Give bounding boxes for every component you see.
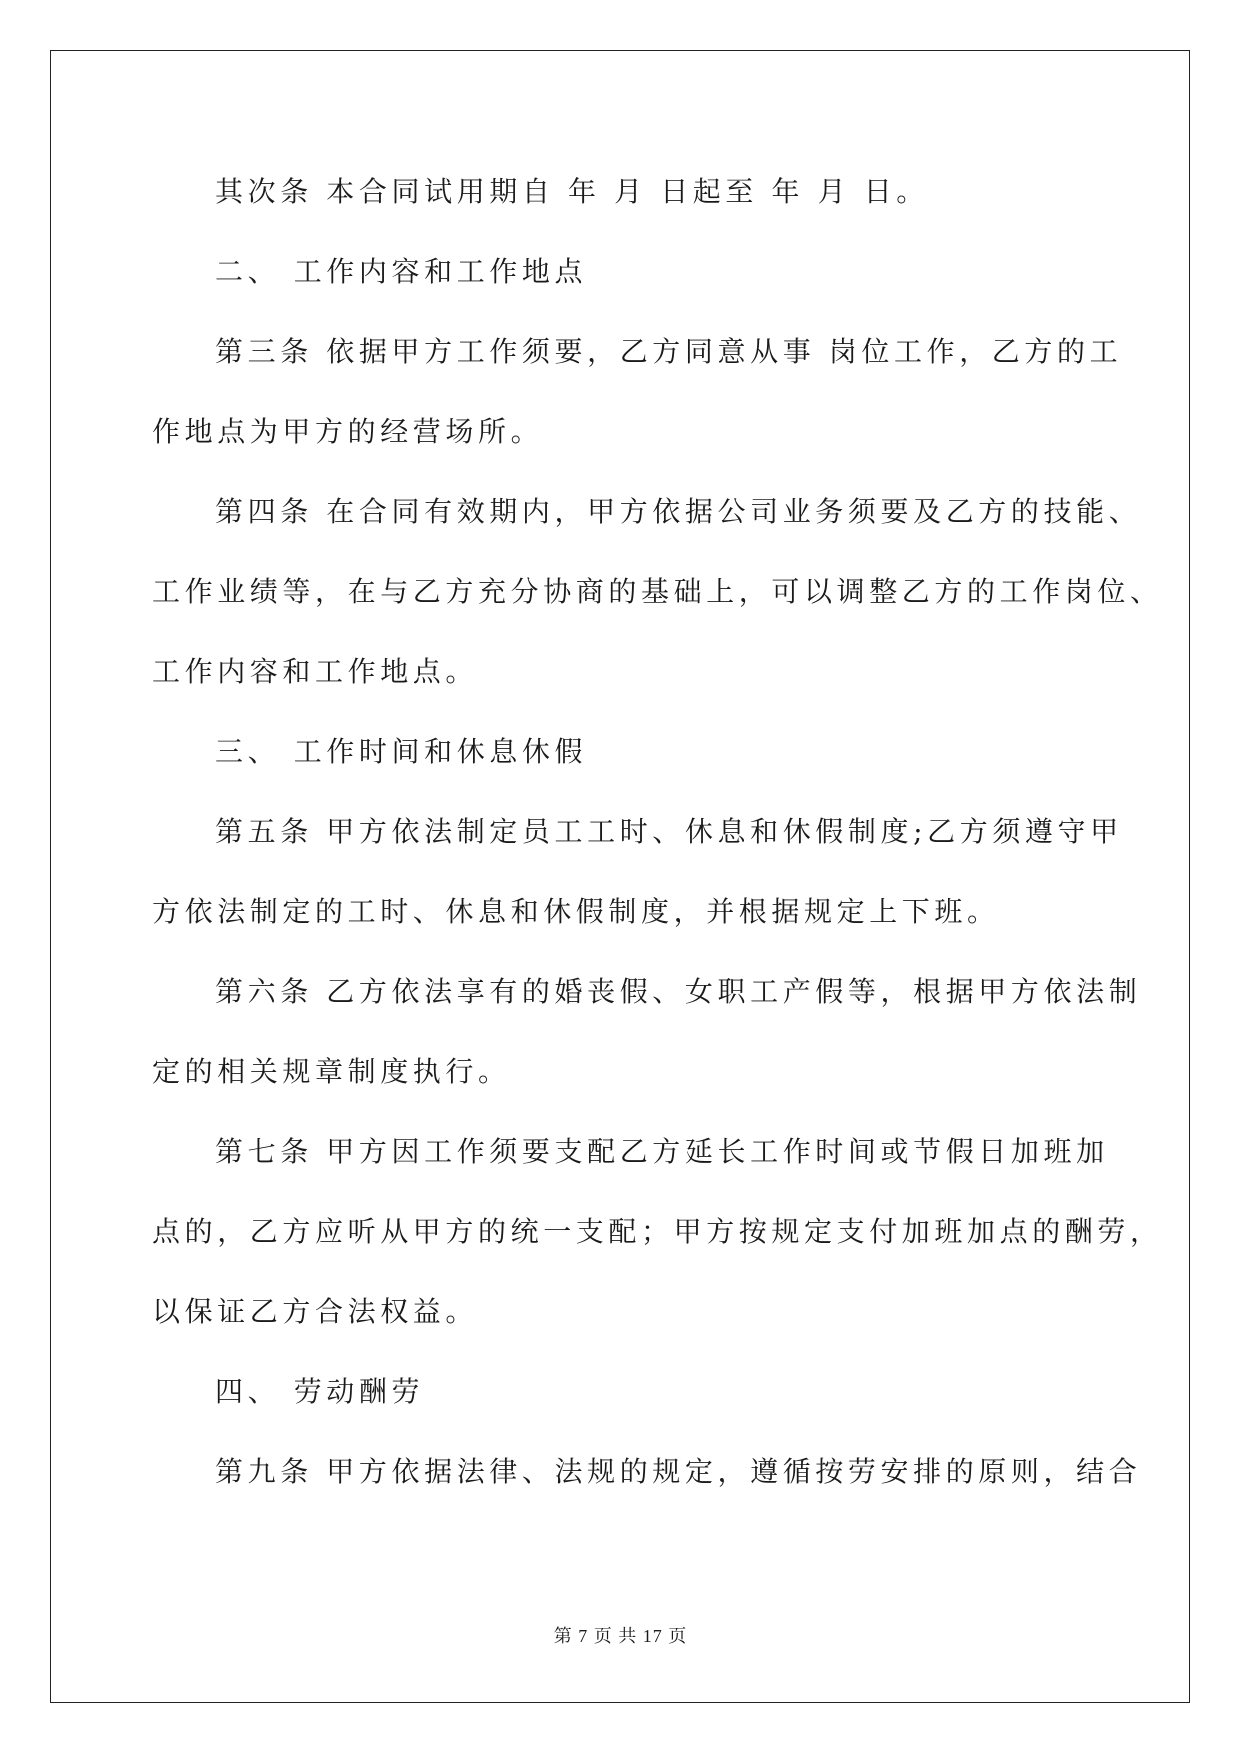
paragraph-line: 以保证乙方合法权益。 bbox=[152, 1295, 479, 1328]
paragraph-line: 点的，乙方应听从甲方的统一支配；甲方按规定支付加班加点的酬劳， bbox=[152, 1215, 1163, 1248]
paragraph-line: 其次条 本合同试用期自 年 月 日起至 年 月 日。 bbox=[215, 175, 929, 208]
paragraph-line: 作地点为甲方的经营场所。 bbox=[152, 415, 544, 448]
paragraph-line: 第六条 乙方依法享有的婚丧假、女职工产假等，根据甲方依法制 bbox=[215, 975, 1142, 1008]
paragraph-line: 工作内容和工作地点。 bbox=[152, 655, 479, 688]
paragraph-line: 第七条 甲方因工作须要支配乙方延长工作时间或节假日加班加 bbox=[215, 1135, 1109, 1168]
section-heading: 三、 工作时间和休息休假 bbox=[215, 735, 588, 768]
paragraph-line: 工作业绩等，在与乙方充分协商的基础上，可以调整乙方的工作岗位、 bbox=[152, 575, 1163, 608]
page-number-footer: 第 7 页 共 17 页 bbox=[553, 1626, 688, 1646]
section-heading: 四、 劳动酬劳 bbox=[215, 1375, 425, 1408]
paragraph-line: 第四条 在合同有效期内，甲方依据公司业务须要及乙方的技能、 bbox=[215, 495, 1142, 528]
paragraph-line: 定的相关规章制度执行。 bbox=[152, 1055, 511, 1088]
paragraph-line: 方依法制定的工时、休息和休假制度，并根据规定上下班。 bbox=[152, 895, 1000, 928]
section-heading: 二、 工作内容和工作地点 bbox=[215, 255, 588, 288]
paragraph-line: 第九条 甲方依据法律、法规的规定，遵循按劳安排的原则，结合 bbox=[215, 1455, 1142, 1488]
paragraph-line: 第三条 依据甲方工作须要，乙方同意从事 岗位工作，乙方的工 bbox=[215, 335, 1123, 368]
paragraph-line: 第五条 甲方依法制定员工工时、休息和休假制度;乙方须遵守甲 bbox=[215, 815, 1123, 848]
